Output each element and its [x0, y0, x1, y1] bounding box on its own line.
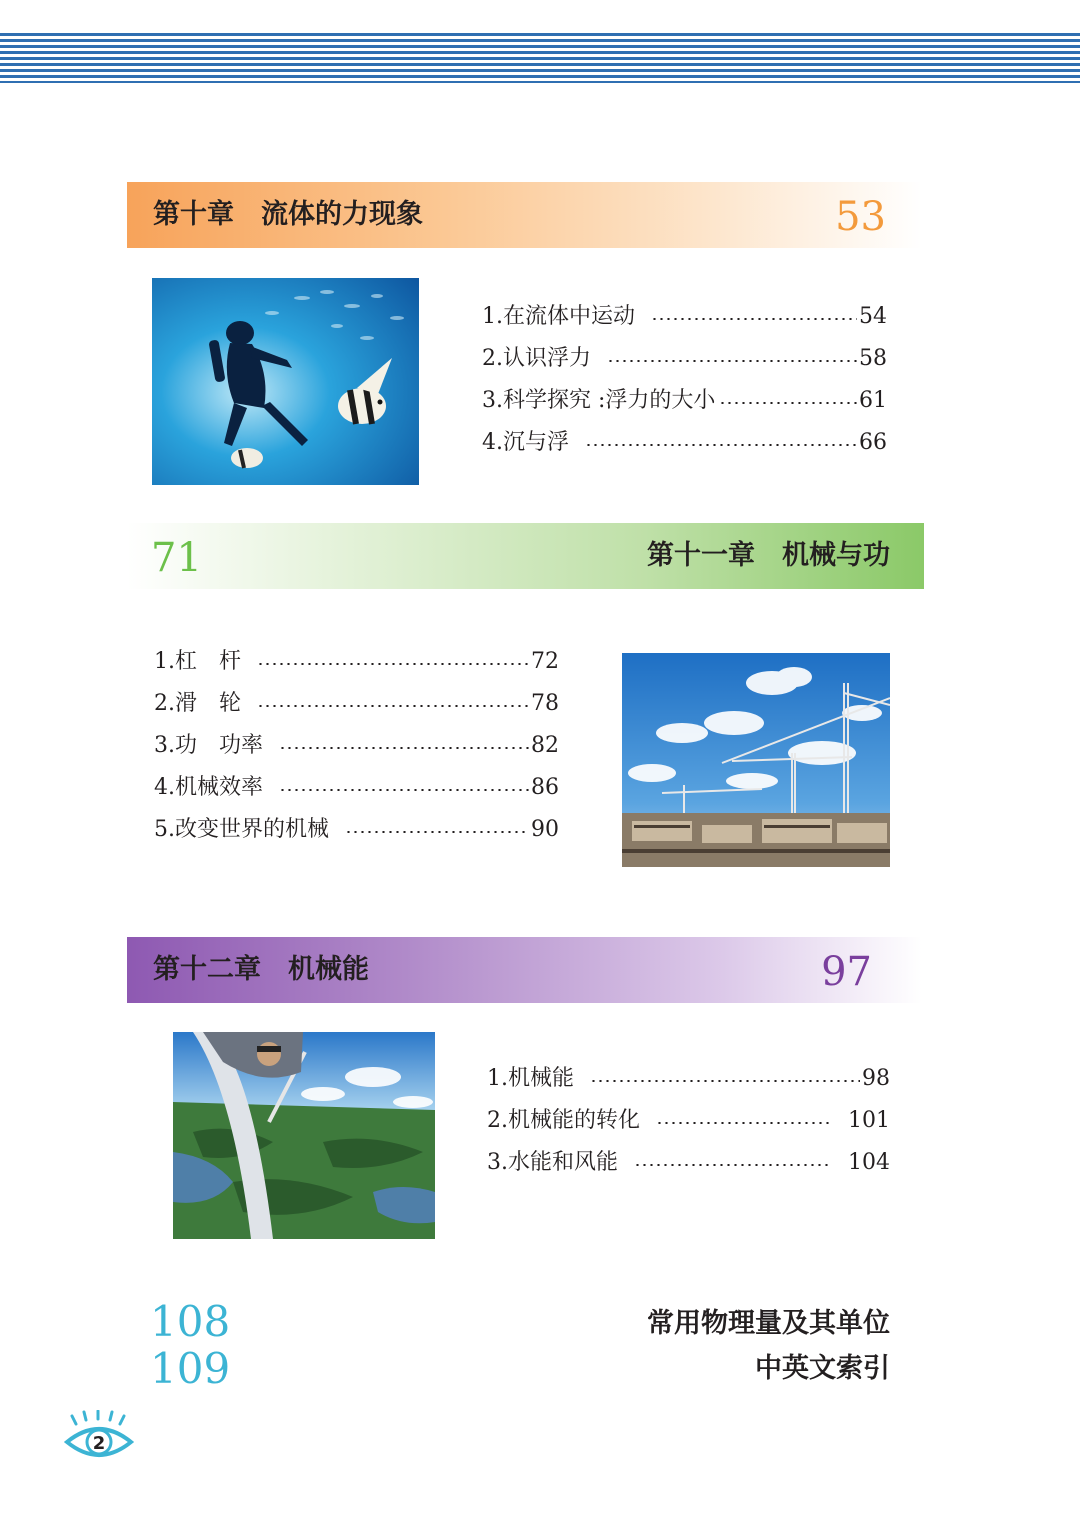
dot-leader — [279, 789, 529, 791]
toc-entry[interactable]: 5. 改变世界的机械 90 — [154, 817, 559, 842]
chapter-12-page: 97 — [821, 949, 872, 995]
toc-entry[interactable]: 4. 沉与浮 66 — [482, 430, 887, 455]
toc-entry[interactable]: 4. 机械效率 86 — [154, 775, 559, 800]
chapter-10-page: 53 — [835, 194, 886, 240]
chapter-12-header[interactable] — [127, 937, 922, 1003]
chapter-10-title: 第十章 流体的力现象 — [153, 199, 423, 230]
toc-entry[interactable]: 2. 滑 轮 78 — [154, 691, 559, 716]
chapter-10-header[interactable] — [127, 182, 922, 248]
dot-leader — [651, 318, 857, 320]
chapter-12-toc — [487, 1058, 890, 1184]
toc-entry[interactable]: 1. 杠 杆 72 — [154, 649, 559, 674]
chapter-11-page: 71 — [151, 535, 202, 581]
page-number: 2 — [92, 1433, 106, 1454]
dot-leader — [585, 444, 857, 446]
appendix-page: 109 — [150, 1344, 231, 1393]
header-stripes — [0, 33, 1080, 83]
eye-icon — [64, 1410, 134, 1462]
chapter-11-title: 第十一章 机械与功 — [647, 540, 890, 571]
dot-leader — [590, 1080, 860, 1082]
appendix-title: 常用物理量及其单位 — [647, 1308, 890, 1339]
toc-entry[interactable]: 3. 科学探究 :浮力的大小 61 — [482, 388, 887, 413]
toc-entry[interactable]: 1. 在流体中运动 54 — [482, 304, 887, 329]
toc-entry[interactable]: 2. 机械能的转化 101 — [487, 1108, 890, 1133]
toc-entry[interactable]: 1. 机械能 98 — [487, 1066, 890, 1091]
glider-aerial-photo — [173, 1032, 435, 1239]
appendix-title: 中英文索引 — [755, 1353, 890, 1384]
chapter-11-header[interactable] — [127, 523, 924, 589]
construction-cranes-photo — [622, 653, 890, 867]
chapter-12-title: 第十二章 机械能 — [153, 954, 369, 985]
chapter-10-toc — [482, 296, 887, 464]
dot-leader — [345, 831, 529, 833]
dot-leader — [257, 663, 529, 665]
scuba-diver-photo — [152, 278, 419, 485]
dot-leader — [279, 747, 529, 749]
toc-entry[interactable]: 3. 水能和风能 104 — [487, 1150, 890, 1175]
dot-leader — [607, 360, 857, 362]
dot-leader — [719, 402, 857, 404]
dot-leader — [656, 1122, 830, 1124]
appendix-page: 108 — [150, 1297, 231, 1346]
toc-entry[interactable]: 3. 功 功率 82 — [154, 733, 559, 758]
chapter-11-toc — [154, 641, 559, 851]
dot-leader — [257, 705, 529, 707]
dot-leader — [634, 1164, 830, 1166]
toc-entry[interactable]: 2. 认识浮力 58 — [482, 346, 887, 371]
